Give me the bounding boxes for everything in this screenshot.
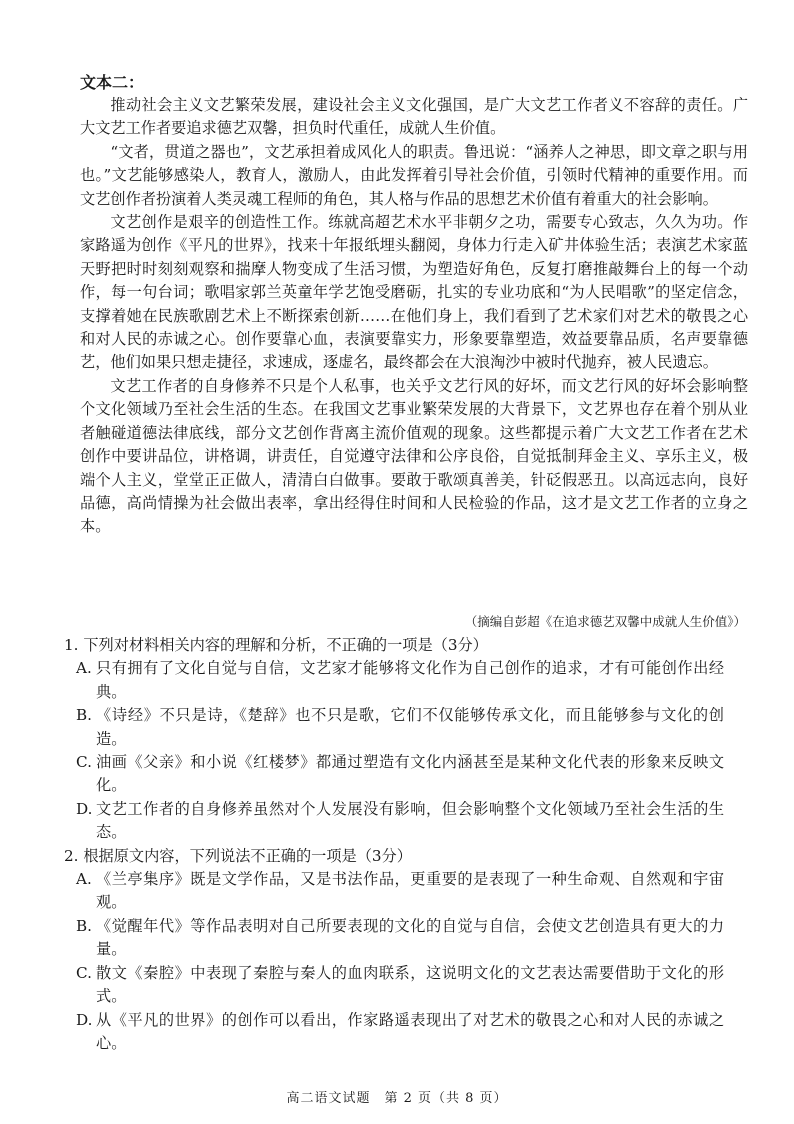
passage-paragraph: 文艺创作是艰辛的创造性工作。练就高超艺术水平非朝夕之功，需要专心致志，久久为功。作家路遥为创作《平凡的世界》，找来十年报纸埋头翻阅，身体力行走入矿井体验生活；表演艺术家蓝天野把时时刻刻观察和揣摩人物变成了生活习惯，为塑造好角色，反复打磨推敲舞台上的每一个动作，每一句台词；歌唱家郭兰英童年学艺饱受磨砺，扎实的专业功底和“为人民唱歌”的坚定信念，支撑着她在民族歌剧艺术上不断探索创新……在他们身上，我们看到了艺术家们对艺术的敬畏之心和对人民的赤诚之心。创作要靠心血，表演要靠实力，形象要靠塑造，效益要靠品质，名声要靠德艺，他们如果只想走捷径，求速成，逐虚名，最终都会在大浪淘沙中被时代抛弃，被人民遗忘。 (80, 213, 748, 372)
passage-body (80, 94, 748, 539)
option-letter: D. (76, 799, 93, 818)
option-letter: C. (76, 753, 92, 772)
section-title: 文本二： (80, 73, 145, 92)
option-letter: A. (76, 659, 92, 678)
option-text: 《兰亭集序》既是文学作品，又是书法作品，更重要的是表现了一种生命观、自然观和宇宙观。 (96, 870, 724, 912)
option-b (64, 704, 724, 751)
question-stem: 1. 下列对材料相关内容的理解和分析，不正确的一项是（3分） (64, 636, 488, 654)
option-letter: D. (76, 1010, 93, 1029)
option-text: 从《平凡的世界》的创作可以看出，作家路遥表现出了对艺术的敬畏之心和对人民的赤诚之心。 (96, 1010, 724, 1052)
option-list (64, 657, 724, 844)
question-stem: 2. 根据原文内容，下列说法不正确的一项是（3分） (64, 846, 412, 865)
option-d (64, 1009, 724, 1056)
option-text: 只有拥有了文化自觉与自信，文艺家才能够将文化作为自己创作的追求，才有可能创作出经典。 (96, 659, 724, 701)
passage-paragraph: 推动社会主义文艺繁荣发展，建设社会主义文化强国，是广大文艺工作者义不容辞的责任。广大文艺工作者要追求德艺双馨，担负时代重任，成就人生价值。 (80, 96, 748, 138)
option-list (64, 868, 724, 1055)
passage-paragraph: 文艺工作者的自身修养不只是个人私事，也关乎文艺行风的好坏，而文艺行风的好坏会影响整个文化领域乃至社会生活的生态。在我国文艺事业繁荣发展的大背景下，文艺界也存在着个别从业者触碰道德法律底线，部分文艺创作背离主流价值观的现象。这些都提示着广大文艺工作者在艺术创作中要讲品位，讲格调，讲责任，自觉遵守法律和公序良俗，自觉抵制拜金主义、享乐主义，极端个人主义，堂堂正正做人，清清白白做事。要敢于歌颂真善美，针砭假恶丑。以高远志向，良好品德，高尚情操为社会做出表率，拿出经得住时间和人民检验的作品，这才是文艺工作者的立身之本。 (80, 376, 748, 536)
passage-paragraph: “文者，贯道之器也”，文艺承担着成风化人的职责。鲁迅说：“涵养人之神思，即文章之职与用也。”文艺能够感染人，教育人，激励人，由此发挥着引导社会价值，引领时代精神的重要作用。而文艺创作者扮演着人类灵魂工程师的角色，其人格与作品的思想艺术价值有着重大的社会影响。 (80, 142, 748, 208)
page-footer: 高二语文试题 第 2 页（共 8 页） (286, 1091, 508, 1106)
option-b (64, 915, 724, 962)
option-letter: C. (76, 963, 92, 982)
question-2 (64, 845, 724, 1056)
option-c (64, 751, 724, 798)
option-a (64, 657, 724, 704)
option-text: 散文《秦腔》中表现了秦腔与秦人的血肉联系，这说明文化的文艺表达需要借助于文化的形式。 (96, 963, 724, 1006)
question-list (64, 634, 724, 1055)
option-letter: A. (76, 870, 92, 889)
option-text: 《诗经》不只是诗，《楚辞》也不只是歌，它们不仅能够传承文化，而且能够参与文化的创造。 (96, 706, 724, 748)
option-letter: B. (76, 706, 92, 725)
option-text: 《觉醒年代》等作品表明对自己所要表现的文化的自觉与自信，会使文艺创造具有更大的力量。 (96, 916, 724, 959)
question-1 (64, 634, 724, 845)
option-text: 文艺工作者的自身修养虽然对个人发展没有影响，但会影响整个文化领域乃至社会生活的生态。 (96, 799, 724, 842)
option-a (64, 868, 724, 915)
option-d (64, 798, 724, 845)
source-citation: （摘编自彭超《在追求德艺双馨中成就人生价值》） (464, 614, 746, 629)
option-c (64, 962, 724, 1009)
option-text: 油画《父亲》和小说《红楼梦》都通过塑造有文化内涵甚至是某种文化代表的形象来反映文化。 (96, 753, 724, 795)
option-letter: B. (76, 916, 92, 935)
